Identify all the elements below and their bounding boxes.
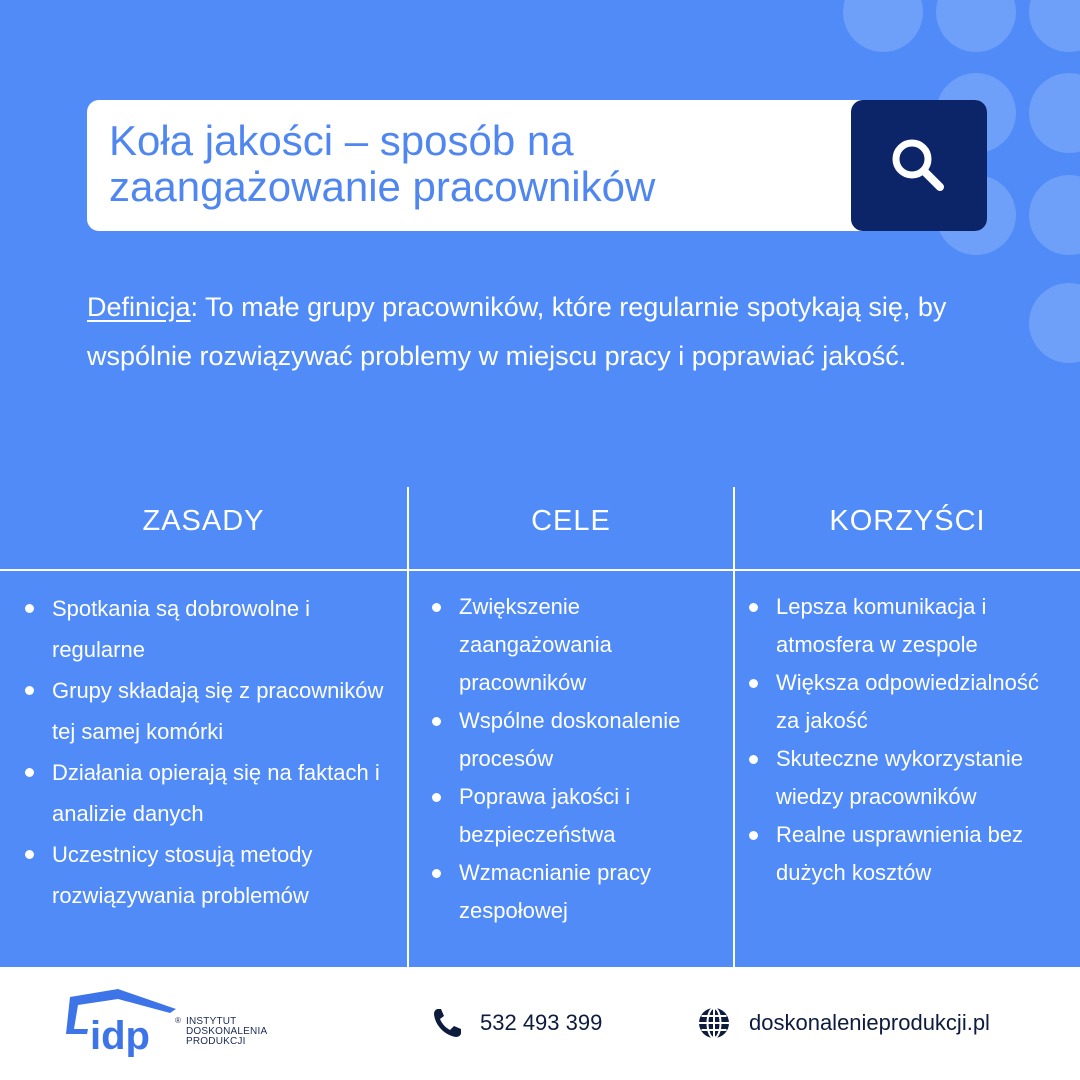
definition-body: : To małe grupy pracowników, które regularnie spotykają się, by wspólnie rozwiązywać problemy w miejscu pracy i poprawiać jakość. — [87, 292, 947, 371]
phone-number: 532 493 399 — [480, 1010, 603, 1035]
list-item: Lepsza komunikacja i atmosfera w zespole — [749, 588, 1069, 664]
list-item: Uczestnicy stosują metody rozwiązywania problemów — [25, 834, 395, 916]
logo-subtitle-line: DOSKONALENIA — [186, 1026, 268, 1037]
logo-registered-mark: ® — [175, 1016, 181, 1025]
list-item: Zwiększenie zaangażowania pracowników — [432, 588, 652, 702]
decorative-circle — [1029, 283, 1080, 363]
logo-text: idp — [90, 1014, 150, 1057]
list-zasady — [25, 588, 395, 916]
globe-icon — [697, 1006, 731, 1040]
phone-icon — [432, 1007, 462, 1039]
list-korzysci — [749, 588, 1069, 892]
list-item: Działania opierają się na faktach i analizie danych — [25, 752, 395, 834]
search-bar[interactable] — [87, 100, 987, 231]
decorative-circle — [843, 0, 923, 52]
list-item: Większa odpowiedzialność za jakość — [749, 664, 1039, 740]
column-divider — [733, 487, 735, 967]
list-cele — [432, 588, 726, 930]
column-header-cele: CELE — [531, 505, 611, 537]
definition-term: Definicja — [87, 292, 191, 322]
list-item: Wzmacnianie pracy zespołowej — [432, 854, 726, 930]
list-item: Skuteczne wykorzystanie wiedzy pracowników — [749, 740, 1069, 816]
list-item: Spotkania są dobrowolne i regularne — [25, 588, 395, 670]
idp-logo-icon — [56, 987, 186, 1057]
page-title: Koła jakości – sposób na zaangażowanie pracowników — [109, 117, 656, 210]
header-divider — [0, 569, 1080, 571]
footer — [0, 967, 1080, 1080]
list-item: Poprawa jakości i bezpieczeństwa — [432, 778, 726, 854]
decorative-circle — [936, 0, 1016, 52]
comparison-table — [0, 487, 1080, 967]
website-link[interactable]: doskonalenieprodukcji.pl — [749, 1010, 990, 1035]
column-header-korzysci: KORZYŚCI — [829, 505, 986, 537]
column-header-zasady: ZASADY — [142, 505, 265, 537]
logo-subtitle-line: PRODUKCJI — [186, 1036, 246, 1047]
column-divider — [407, 487, 409, 967]
search-icon — [888, 135, 950, 197]
decorative-circle — [1029, 175, 1080, 255]
list-item: Grupy składają się z pracowników tej samej komórki — [25, 670, 395, 752]
company-logo[interactable] — [56, 987, 286, 1057]
definition-text — [87, 283, 967, 381]
logo-subtitle — [186, 1017, 267, 1047]
phone-contact[interactable] — [432, 1005, 602, 1041]
list-item: Wspólne doskonalenie procesów — [432, 702, 724, 778]
list-item: Realne usprawnienia bez dużych kosztów — [749, 816, 1069, 892]
decorative-circle — [1029, 73, 1080, 153]
search-button[interactable] — [851, 100, 987, 231]
website-contact[interactable] — [697, 1005, 990, 1041]
logo-subtitle-line: INSTYTUT — [186, 1016, 237, 1027]
decorative-circle — [1029, 0, 1080, 52]
